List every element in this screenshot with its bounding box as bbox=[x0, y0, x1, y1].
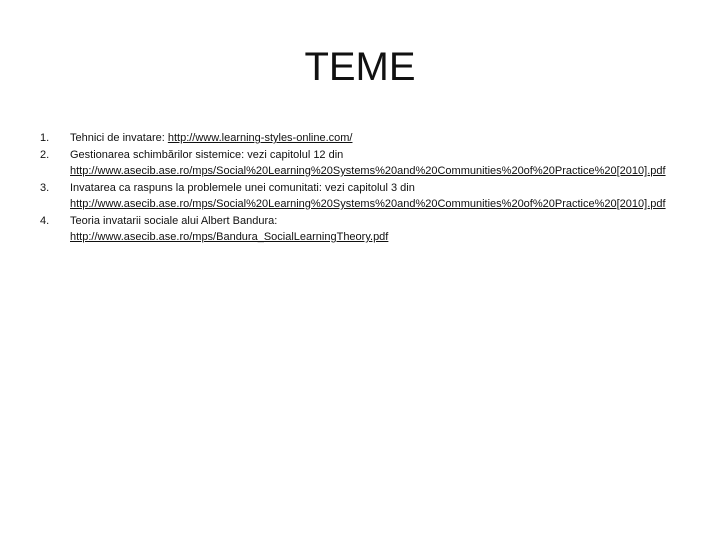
bandura-theory-link[interactable]: http://www.asecib.ase.ro/mps/Bandura_SocialLearningTheory.pdf bbox=[70, 231, 389, 243]
list-item bbox=[40, 213, 680, 246]
list-item-text bbox=[70, 130, 680, 147]
list-item-label: Invatarea ca raspuns la problemele unei comunitati: vezi capitolul 3 din bbox=[70, 181, 415, 194]
topics-list bbox=[40, 130, 680, 246]
list-item bbox=[40, 130, 680, 147]
social-learning-systems-link[interactable]: http://www.asecib.ase.ro/mps/Social%20Learning%20Systems%20and%20Communities%20of%20Practice%20[2010].pdf bbox=[70, 165, 666, 177]
slide-title: TEME bbox=[304, 45, 416, 89]
list-item-label: Tehnici de invatare: bbox=[70, 132, 168, 144]
list-item-number: 3. bbox=[40, 181, 50, 194]
list-item-label: Teoria invatarii sociale alui Albert Bandura: bbox=[70, 214, 278, 227]
list-item-number: 4. bbox=[40, 214, 50, 227]
social-learning-systems-link[interactable]: http://www.asecib.ase.ro/mps/Social%20Learning%20Systems%20and%20Communities%20of%20Practice%20[2010].pdf bbox=[70, 198, 666, 210]
learning-styles-link[interactable]: http://www.learning-styles-online.com/ bbox=[167, 132, 353, 144]
list-item bbox=[40, 180, 680, 213]
list-item-number: 2. bbox=[40, 148, 50, 161]
list-item-number: 1. bbox=[40, 132, 50, 144]
list-item bbox=[40, 147, 680, 180]
list-item-label: Gestionarea schimbărilor sistemice: vezi capitolul 12 din bbox=[70, 148, 344, 161]
